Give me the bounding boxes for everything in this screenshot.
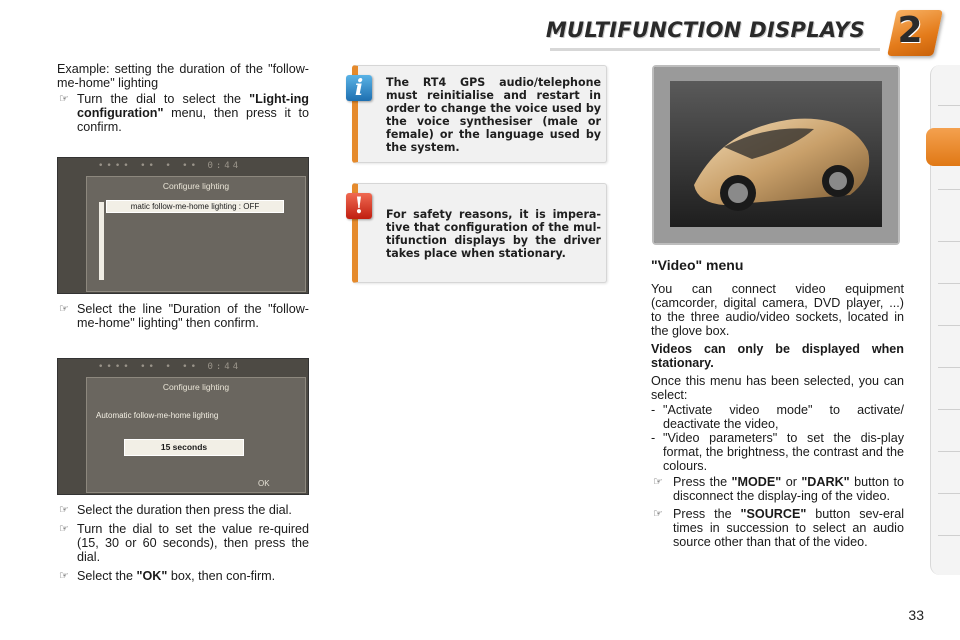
- column-left: [57, 62, 309, 134]
- page-title: MULTIFUNCTION DISPLAYS: [545, 18, 865, 42]
- step-bold: "Light-ing configuration": [77, 92, 309, 120]
- step-item: [57, 569, 309, 583]
- column-left-steps: [57, 501, 309, 583]
- video-menu-heading: "Video" menu: [651, 257, 744, 273]
- step-item: [57, 92, 309, 134]
- finger-pointing-icon: ☞: [59, 504, 69, 516]
- video-display-photo: [652, 65, 900, 245]
- tab-divider: [938, 451, 960, 452]
- step-text: box, then con-firm.: [167, 569, 276, 583]
- video-intro: You can connect video equipment (camcorder, digital camera, DVD player, ...) to the three audio/video sockets, located in the glove box.: [651, 282, 904, 338]
- finger-pointing-icon: ☞: [59, 570, 69, 582]
- chapter-number: 2: [897, 10, 923, 51]
- step-bold: "MODE": [731, 475, 782, 489]
- step-item: [57, 522, 309, 564]
- step-text: Press the: [673, 475, 732, 489]
- finger-pointing-icon: ☞: [59, 523, 69, 535]
- video-select-intro: Once this menu has been selected, you can select:: [651, 374, 904, 402]
- step-text: Turn the dial to select the: [77, 92, 250, 106]
- screen-row-label: Automatic follow-me-home lighting: [96, 411, 219, 420]
- step-item: [57, 503, 309, 517]
- dash-marker: -: [651, 431, 656, 445]
- step-bold: "OK": [136, 569, 168, 583]
- column-right: [651, 258, 904, 553]
- screen-scrollbar: [99, 202, 104, 280]
- active-chapter-tab: [926, 128, 960, 166]
- screen-panel: [86, 377, 306, 493]
- tab-divider: [938, 105, 960, 106]
- screen-highlight-row: matic follow-me-home lighting : OFF: [106, 200, 284, 213]
- tab-divider: [938, 325, 960, 326]
- info-notice: [352, 65, 607, 163]
- option-item: [651, 431, 904, 473]
- step-text: Select the line "Duration of the "follow-me-home" lighting" then confirm.: [77, 302, 309, 330]
- option-text: "Video parameters" to set the dis-play format, the brightness, the contrast and the colours.: [663, 431, 904, 473]
- screen-status-bar: •••• •• • •• 0:44: [98, 161, 242, 171]
- dash-marker: -: [651, 403, 656, 417]
- intro-text: Example: setting the duration of the "follow-me-home" lighting: [57, 62, 309, 90]
- screen-panel-title: Configure lighting: [162, 181, 230, 191]
- step-text: button sev-eral times in succession to select an audio source other than that of the video.: [673, 507, 904, 549]
- step-bold: "DARK": [801, 475, 850, 489]
- step-item: [651, 507, 904, 549]
- tab-divider: [938, 283, 960, 284]
- step-text: Press the: [673, 507, 741, 521]
- tab-divider: [938, 367, 960, 368]
- header-rule: [550, 48, 880, 51]
- tab-divider: [938, 535, 960, 536]
- video-stationary-note: Videos can only be displayed when stationary.: [651, 342, 904, 370]
- screen-panel-title: Configure lighting: [162, 382, 230, 392]
- car-image-icon: [654, 67, 898, 243]
- page-number: 33: [908, 607, 924, 623]
- tab-divider: [938, 241, 960, 242]
- screenshot-duration-menu: [57, 358, 309, 495]
- info-notice-text: The RT4 GPS audio/telephone must reinitialise and restart in order to change the voice used by the voice synthesiser (male or female) or the language used by the system.: [386, 76, 601, 154]
- warning-icon: !: [346, 193, 372, 219]
- step-text: Turn the dial to set the value re-quired (15, 30 or 60 seconds), then press the dial.: [77, 522, 309, 564]
- step-text: button to disconnect the display-ing of the video.: [673, 475, 905, 503]
- screen-status-bar: •••• •• • •• 0:44: [98, 362, 242, 372]
- tab-divider: [938, 493, 960, 494]
- screen-panel: [86, 176, 306, 292]
- finger-pointing-icon: ☞: [59, 93, 69, 105]
- step-item: [651, 475, 904, 503]
- finger-pointing-icon: ☞: [653, 508, 663, 520]
- step-text: Select the: [77, 569, 137, 583]
- step-text: or: [781, 475, 802, 489]
- tab-divider: [938, 409, 960, 410]
- step-text: Select the duration then press the dial.: [77, 503, 292, 517]
- warning-notice-text: For safety reasons, it is impera-tive that configuration of the mul-tifunction displays by the driver takes place when stationary.: [386, 208, 601, 260]
- option-item: [651, 403, 904, 431]
- info-icon: i: [346, 75, 372, 101]
- step-bold: "SOURCE": [740, 507, 807, 521]
- step-item: [57, 302, 309, 330]
- tab-divider: [938, 189, 960, 190]
- column-left-step2: [57, 300, 309, 330]
- finger-pointing-icon: ☞: [59, 303, 69, 315]
- warning-notice: [352, 183, 607, 283]
- option-text: "Activate video mode" to activate/ deactivate the video,: [663, 403, 904, 431]
- screenshot-lighting-menu: [57, 157, 309, 294]
- finger-pointing-icon: ☞: [653, 476, 663, 488]
- step-text: menu, then press it to confirm.: [77, 106, 309, 134]
- screen-ok-box: OK: [258, 479, 270, 488]
- page-header: [0, 0, 960, 62]
- screen-highlight-value: 15 seconds: [124, 439, 244, 456]
